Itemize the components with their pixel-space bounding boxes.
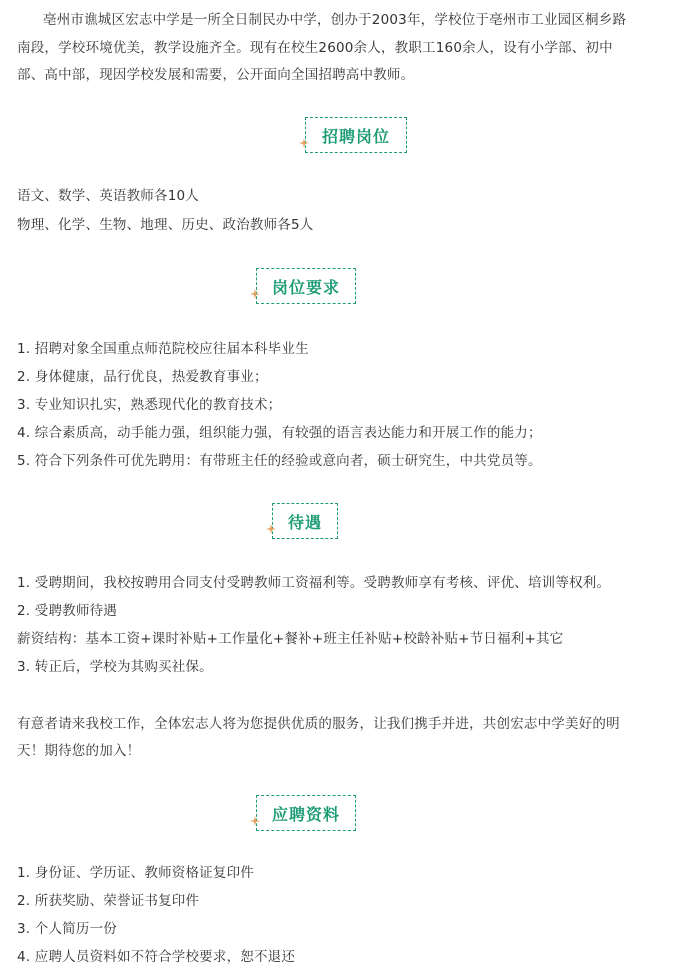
material-item-1: 1. 身份证、学历证、教师资格证复印件: [17, 865, 254, 881]
positions-line-1: 语文、数学、英语教师各10人: [17, 188, 199, 204]
sparkle-icon: [299, 138, 309, 148]
requirement-item-1: 1. 招聘对象全国重点师范院校应往届本科毕业生: [17, 341, 309, 357]
section-heading-requirements: [256, 268, 356, 304]
sparkle-icon: [266, 524, 276, 534]
intro-line-2: 南段，学校环境优美，教学设施齐全。现有在校生2600余人，教职工160余人，设有小学部、初中: [17, 40, 613, 56]
intro-line-3: 部、高中部，现因学校发展和需要，公开面向全国招聘高中教师。: [17, 67, 415, 83]
requirement-item-3: 3. 专业知识扎实，熟悉现代化的教育技术；: [17, 397, 282, 413]
benefit-item-2: 2. 受聘教师待遇: [17, 603, 117, 619]
benefit-salary-structure: 薪资结构：基本工资+课时补贴+工作量化+餐补+班主任补贴+校龄补贴+节日福利+其它: [17, 631, 564, 647]
material-item-3: 3. 个人简历一份: [17, 921, 117, 937]
heading-label: 待遇: [287, 512, 322, 532]
sparkle-icon: [250, 816, 260, 826]
benefit-item-3: 3. 转正后，学校为其购买社保。: [17, 659, 213, 675]
section-heading-materials: [256, 795, 356, 831]
benefit-item-1: 1. 受聘期间，我校按聘用合同支付受聘教师工资福利等。受聘教师享有考核、评优、培训等权利。: [17, 575, 611, 591]
material-item-2: 2. 所获奖励、荣誉证书复印件: [17, 893, 200, 909]
intro-line-1: 亳州市谯城区宏志中学是一所全日制民办中学，创办于2003年，学校位于亳州市工业园区桐乡路: [43, 12, 627, 28]
material-item-4: 4. 应聘人员资料如不符合学校要求，恕不退还: [17, 949, 296, 965]
heading-label: 招聘岗位: [321, 126, 390, 146]
requirement-item-4: 4. 综合素质高，动手能力强，组织能力强，有较强的语言表达能力和开展工作的能力；: [17, 425, 542, 441]
heading-label: 岗位要求: [271, 277, 340, 297]
requirement-item-5: 5. 符合下列条件可优先聘用：有带班主任的经验或意向者，硕士研究生，中共党员等。: [17, 453, 542, 469]
closing-line-1: 有意者请来我校工作，全体宏志人将为您提供优质的服务，让我们携手并进，共创宏志中学美好的明: [17, 716, 620, 732]
section-heading-benefits: [272, 503, 338, 539]
closing-line-2: 天！期待您的加入！: [17, 743, 141, 759]
sparkle-icon: [250, 289, 260, 299]
section-heading-positions: [305, 117, 407, 153]
requirement-item-2: 2. 身体健康，品行优良，热爱教育事业；: [17, 369, 268, 385]
heading-label: 应聘资料: [271, 804, 340, 824]
positions-line-2: 物理、化学、生物、地理、历史、政治教师各5人: [17, 217, 314, 233]
